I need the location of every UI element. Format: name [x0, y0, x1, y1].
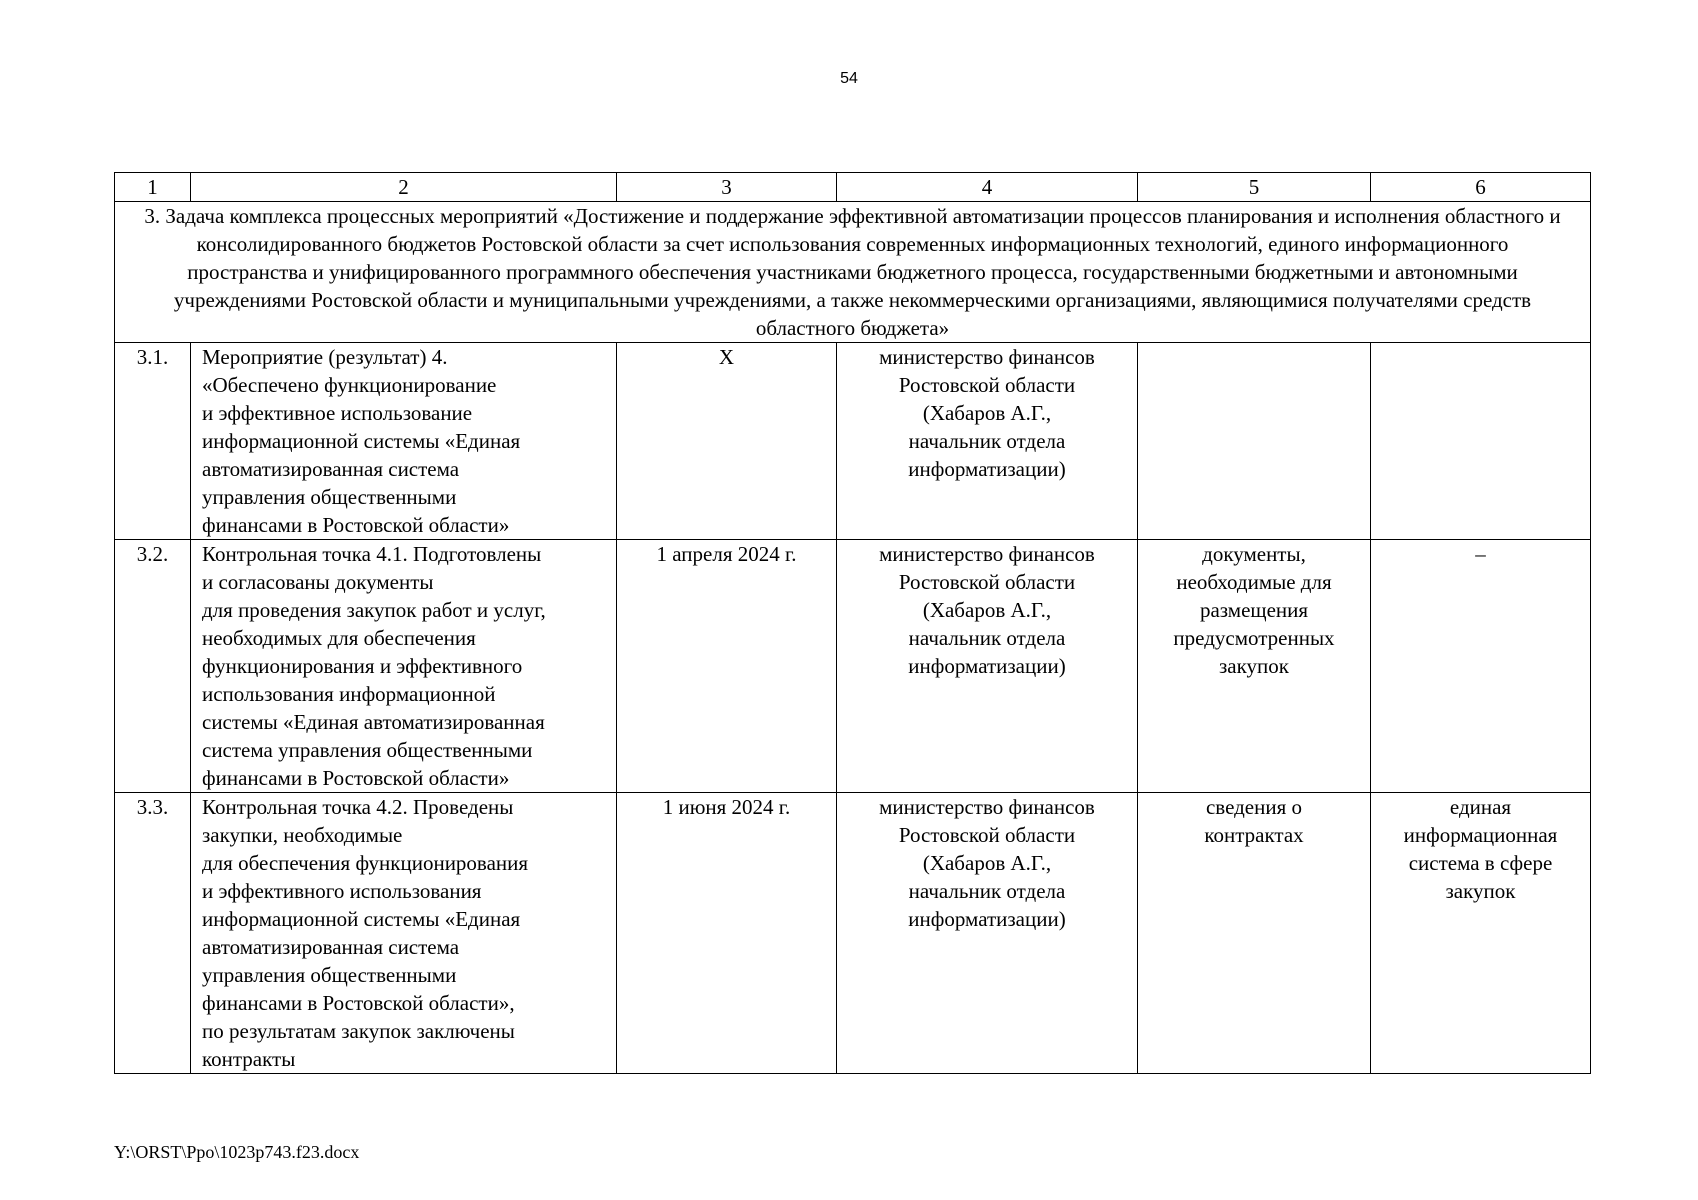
file-path-footer: Y:\ORST\Ppo\1023p743.f23.docx — [114, 1142, 360, 1162]
responsible-executor: министерство финансов Ростовской области (Хабаров А.Г., начальник отдела информатизации) — [837, 540, 1138, 793]
column-header: 5 — [1138, 173, 1371, 202]
table-row — [115, 540, 1591, 793]
table-header-row — [115, 173, 1591, 202]
task-row — [115, 202, 1591, 343]
table-row — [115, 343, 1591, 540]
document-type: документы, необходимые для размещения предусмотренных закупок — [1138, 540, 1371, 793]
column-header: 4 — [837, 173, 1138, 202]
event-name: Мероприятие (результат) 4. «Обеспечено функционирование и эффективное использование информационной системы «Единая автоматизированная система управления общественными финансами в Ростовской области» — [191, 343, 617, 540]
column-header: 1 — [115, 173, 191, 202]
document-type — [1138, 343, 1371, 540]
deadline: 1 июня 2024 г. — [617, 793, 837, 1074]
row-number: 3.1. — [115, 343, 191, 540]
page-number: 54 — [840, 70, 858, 87]
row-number: 3.3. — [115, 793, 191, 1074]
responsible-executor: министерство финансов Ростовской области (Хабаров А.Г., начальник отдела информатизации) — [837, 793, 1138, 1074]
column-header: 2 — [191, 173, 617, 202]
responsible-executor: министерство финансов Ростовской области (Хабаров А.Г., начальник отдела информатизации) — [837, 343, 1138, 540]
information-system: – — [1371, 540, 1591, 793]
column-header: 6 — [1371, 173, 1591, 202]
row-number: 3.2. — [115, 540, 191, 793]
information-system — [1371, 343, 1591, 540]
column-header: 3 — [617, 173, 837, 202]
deadline: Х — [617, 343, 837, 540]
task-title: 3. Задача комплекса процессных мероприятий «Достижение и поддержание эффективной автоматизации процессов планирования и исполнения областного и консолидированного бюджетов Ростовской области за счет использования современных информационных технологий, единого информационного пространства и унифицированного программного обеспечения участниками бюджетного процесса, государственными бюджетными и автономными учреждениями Ростовской области и муниципальными учреждениями, а также некоммерческими организациями, являющимися получателями средств областного бюджета» — [115, 202, 1591, 343]
table-row — [115, 793, 1591, 1074]
information-system: единая информационная система в сфере закупок — [1371, 793, 1591, 1074]
deadline: 1 апреля 2024 г. — [617, 540, 837, 793]
event-name: Контрольная точка 4.2. Проведены закупки, необходимые для обеспечения функционирования и эффективного использования информационной системы «Единая автоматизированная система управления общественными финансами в Ростовской области», по результатам закупок заключены контракты — [191, 793, 617, 1074]
document-type: сведения о контрактах — [1138, 793, 1371, 1074]
event-name: Контрольная точка 4.1. Подготовлены и согласованы документы для проведения закупок работ и услуг, необходимых для обеспечения функционирования и эффективного использования информационной системы «Единая автоматизированная система управления общественными финансами в Ростовской области» — [191, 540, 617, 793]
plan-table — [114, 172, 1591, 1074]
